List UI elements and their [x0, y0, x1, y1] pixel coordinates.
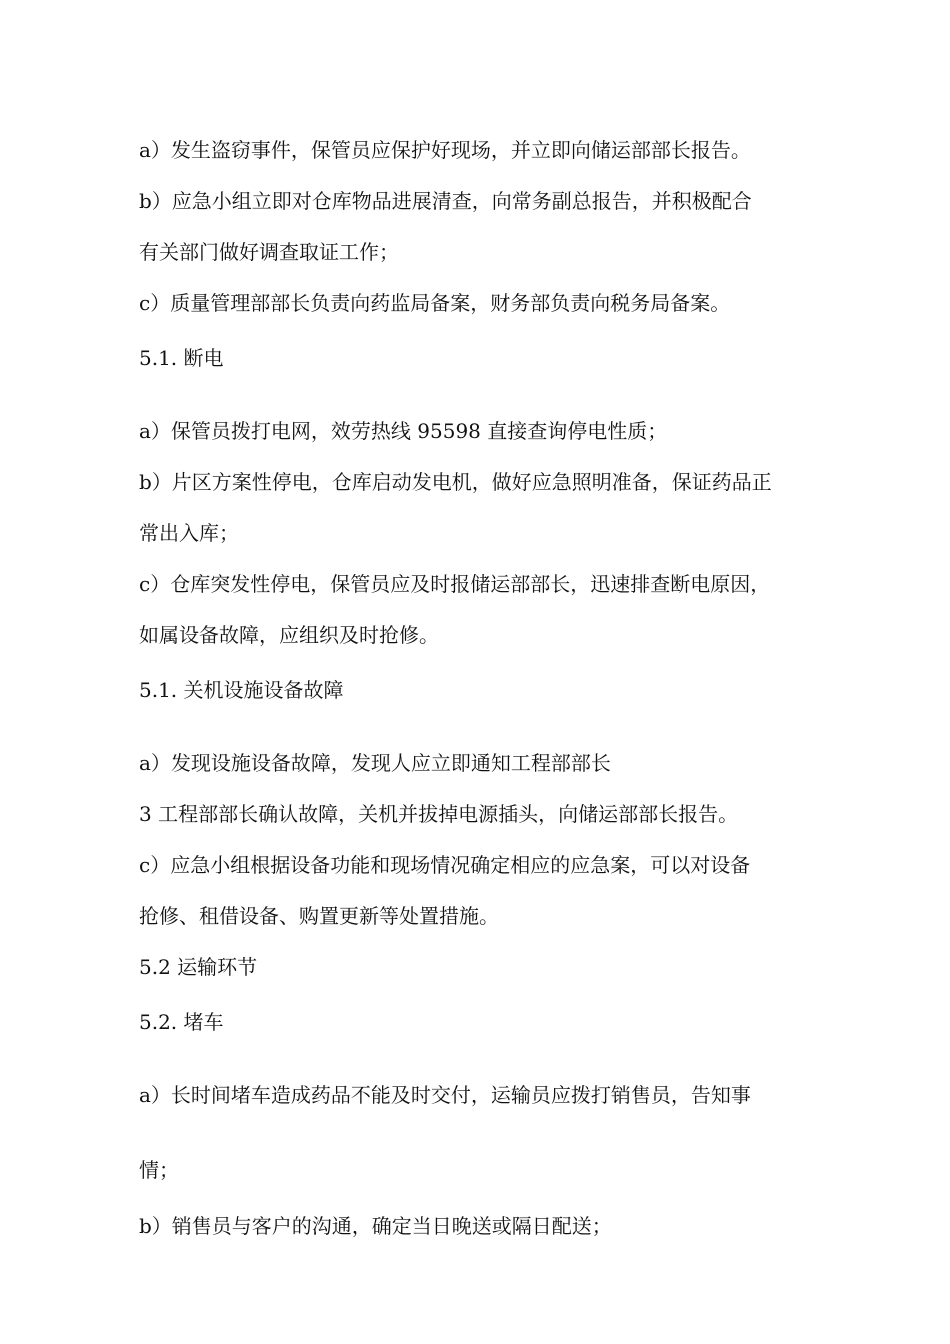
text-line-3: 有关部门做好调查取证工作；: [139, 240, 399, 264]
text-line-1: a）发生盗窃事件，保管员应保护好现场，并立即向储运部部长报告。: [139, 138, 751, 162]
text-line-18: a）长时间堵车造成药品不能及时交付，运输员应拨打销售员，告知事: [139, 1083, 751, 1107]
text-line-13: 3 工程部部长确认故障，关机并拔掉电源插头，向储运部部长报告。: [139, 802, 739, 826]
text-line-19: 情；: [139, 1158, 179, 1182]
text-line-12: a）发现设施设备故障，发现人应立即通知工程部部长: [139, 751, 611, 775]
text-line-15: 抢修、租借设备、购置更新等处置措施。: [139, 904, 499, 928]
text-line-2: b）应急小组立即对仓库物品进展清查，向常务副总报告，并积极配合: [139, 189, 752, 213]
text-line-7: b）片区方案性停电，仓库启动发电机，做好应急照明准备，保证药品正: [139, 470, 772, 494]
text-line-9: c）仓库突发性停电，保管员应及时报储运部部长，迅速排查断电原因，: [139, 572, 771, 596]
section-heading-transport: 5.2 运输环节: [139, 955, 258, 979]
text-line-4: c）质量管理部部长负责向药监局备案，财务部负责向税务局备案。: [139, 291, 731, 315]
text-line-20: b）销售员与客户的沟通，确定当日晚送或隔日配送；: [139, 1214, 612, 1238]
text-line-6: a）保管员拨打电网，效劳热线 95598 直接查询停电性质；: [139, 419, 668, 443]
text-line-14: c）应急小组根据设备功能和现场情况确定相应的应急案，可以对设备: [139, 853, 751, 877]
section-heading-traffic-jam: 5.2. 堵车: [139, 1010, 224, 1034]
section-heading-equipment-failure: 5.1. 关机设施设备故障: [139, 678, 344, 702]
text-line-8: 常出入库；: [139, 521, 239, 545]
section-heading-power-outage: 5.1. 断电: [139, 346, 224, 370]
text-line-10: 如属设备故障，应组织及时抢修。: [139, 623, 439, 647]
